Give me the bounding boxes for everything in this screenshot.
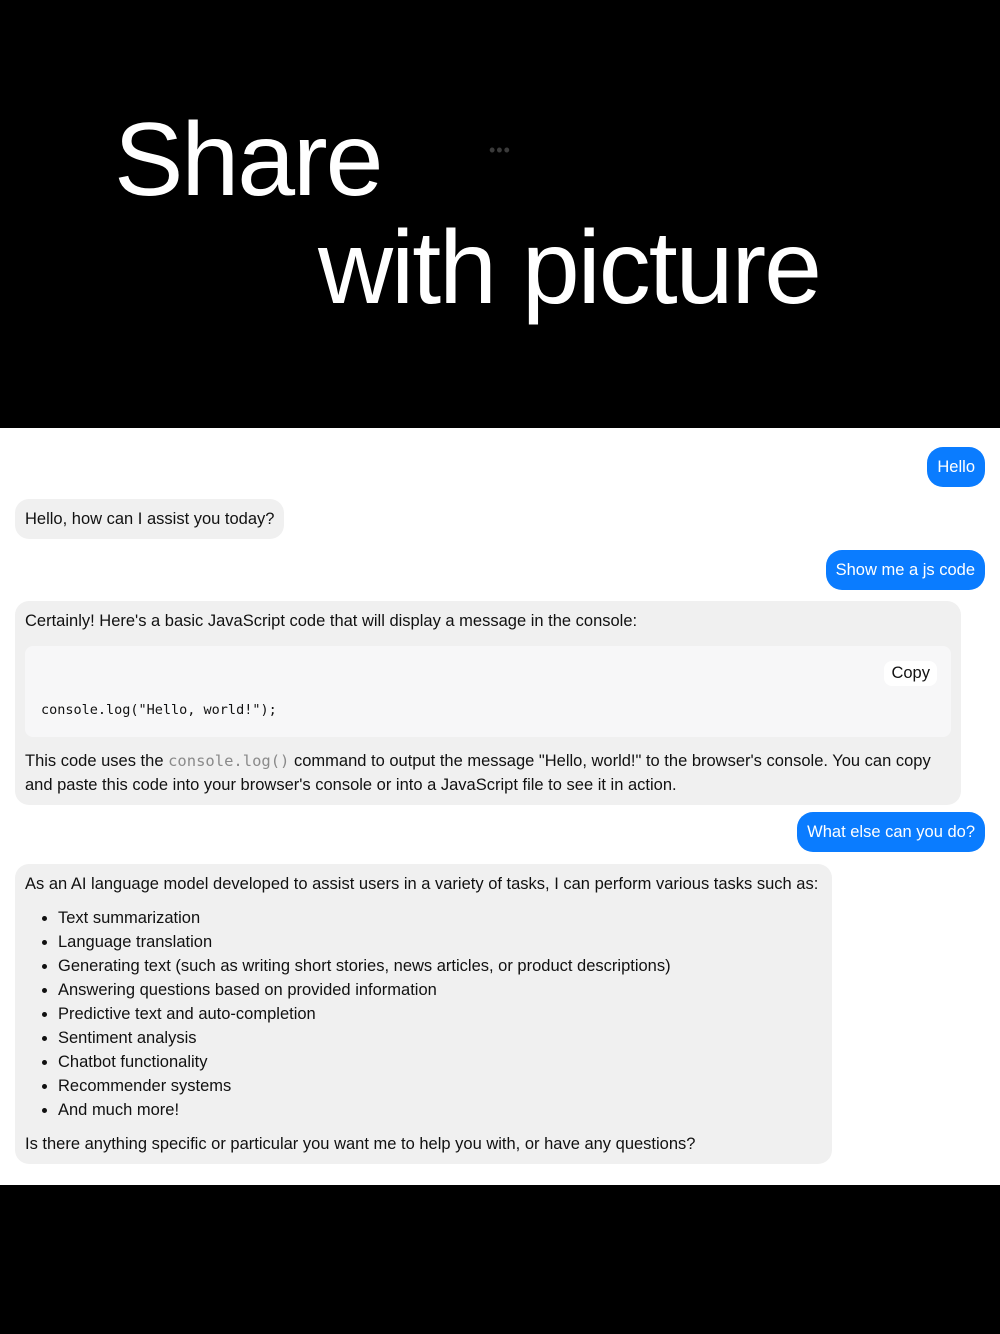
explanation-text-end: command to output the message "Hello, world!" to the browser's console. You can copy and paste this code into your browser's console or into a JavaScript file to see it in action. xyxy=(25,752,931,794)
assistant-message-bubble xyxy=(15,864,832,1164)
more-dots-icon: ••• xyxy=(489,140,511,160)
hero-title-line-1: Share xyxy=(114,102,382,218)
inline-code: console.log() xyxy=(168,752,290,770)
hero-title-line-2: with picture xyxy=(318,210,820,326)
assistant-message-text: As an AI language model developed to assist users in a variety of tasks, I can perform various tasks such as: xyxy=(25,875,819,893)
explanation-text-start: This code uses the xyxy=(25,752,169,770)
hero-banner xyxy=(0,0,1000,428)
assistant-message-bubble xyxy=(15,601,961,805)
assistant-message-bubble xyxy=(15,499,284,539)
user-message-text: What else can you do? xyxy=(807,823,975,841)
user-message-bubble xyxy=(797,812,985,852)
list-item: • Language translation xyxy=(58,930,822,954)
list-item: • Sentiment analysis xyxy=(58,1026,822,1050)
code-block xyxy=(25,646,951,737)
user-message-bubble xyxy=(927,447,985,487)
user-message-text: Hello xyxy=(937,458,975,476)
list-item: • Chatbot functionality xyxy=(58,1050,822,1074)
list-item: • Predictive text and auto-completion xyxy=(58,1002,822,1026)
user-message-bubble xyxy=(826,550,985,590)
chat-transcript xyxy=(0,428,1000,1185)
list-item: • Recommender systems xyxy=(58,1074,822,1098)
assistant-message-text xyxy=(25,749,951,797)
code-text: console.log("Hello, world!"); xyxy=(41,702,277,718)
capabilities-list xyxy=(25,906,822,1122)
copy-code-button[interactable]: Copy xyxy=(884,661,937,686)
bottom-black-area xyxy=(0,1185,1000,1334)
user-message-text: Show me a js code xyxy=(835,561,975,579)
list-item: • And much more! xyxy=(58,1098,822,1122)
list-item: • Text summarization xyxy=(58,906,822,930)
assistant-message-text: Hello, how can I assist you today? xyxy=(25,510,275,528)
assistant-message-text: Certainly! Here's a basic JavaScript code that will display a message in the console: xyxy=(25,612,638,630)
assistant-message-text: Is there anything specific or particular you want me to help you with, or have any questions? xyxy=(25,1135,696,1153)
list-item: • Generating text (such as writing short stories, news articles, or product descriptions) xyxy=(58,954,822,978)
list-item: • Answering questions based on provided information xyxy=(58,978,822,1002)
